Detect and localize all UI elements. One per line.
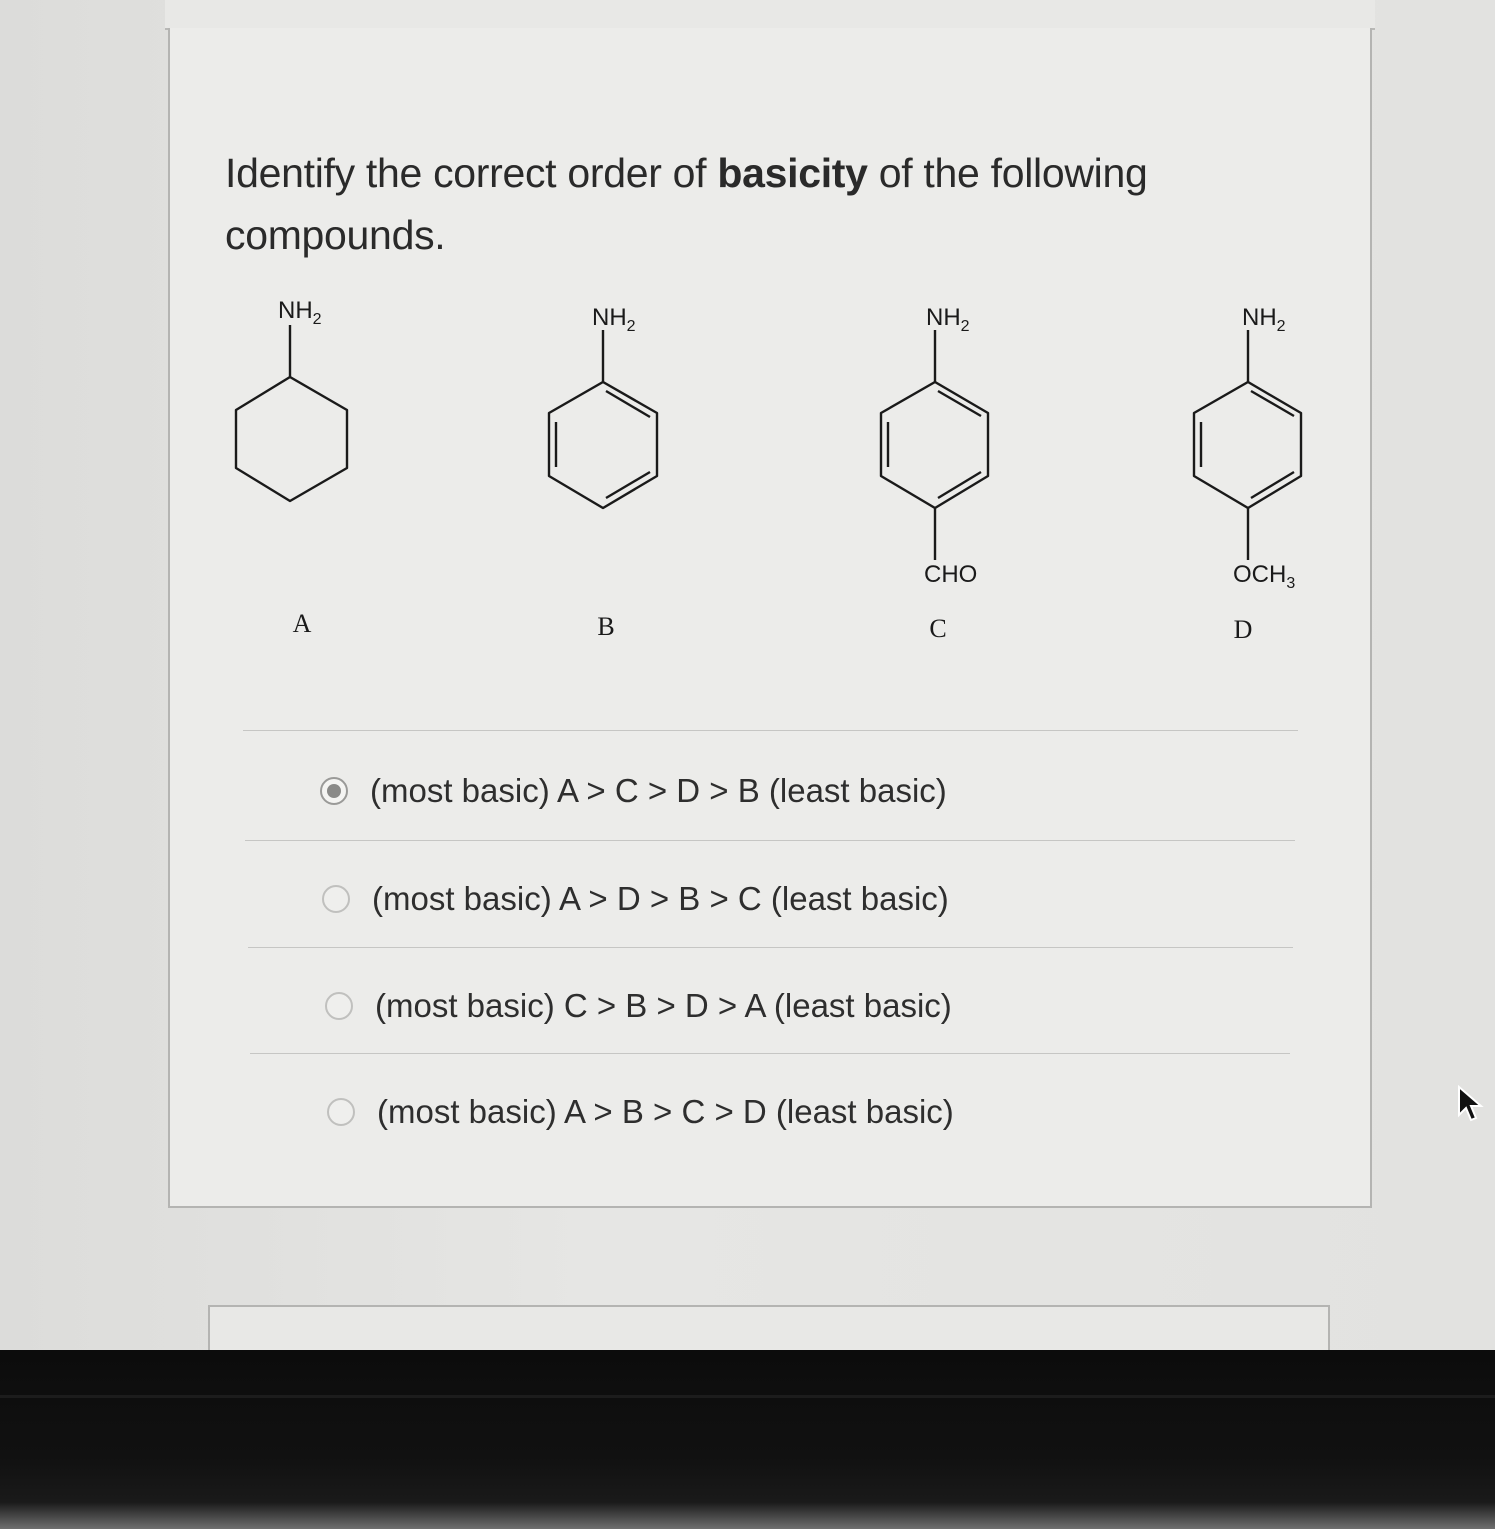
compound-d-label: D: [1233, 615, 1253, 644]
monitor-bezel: [0, 1350, 1495, 1529]
compound-a-top-group: $NH_2$: [278, 297, 322, 328]
compound-b-label: B: [597, 612, 615, 641]
radio-button-selected[interactable]: [320, 777, 348, 805]
compound-a-structure: [236, 325, 347, 501]
options-divider: [248, 947, 1293, 948]
radio-button[interactable]: [325, 992, 353, 1020]
answer-option-3[interactable]: [325, 987, 952, 1025]
answer-option-4[interactable]: [327, 1093, 954, 1131]
compound-a-label: A: [292, 609, 312, 638]
answer-option-label: (most basic) A > D > B > C (least basic): [372, 880, 949, 917]
question-emphasis: basicity: [717, 150, 868, 196]
options-divider: [245, 840, 1295, 841]
question-prefix: Identify the correct order of: [225, 150, 718, 196]
compound-b-top-group: $NH_2$: [592, 304, 636, 335]
compound-c-structure: [881, 330, 988, 560]
radio-button[interactable]: [322, 885, 350, 913]
question-text: [225, 142, 1225, 266]
answer-option-label: (most basic) C > B > D > A (least basic): [375, 987, 952, 1024]
options-divider-top: [243, 730, 1298, 731]
compound-d-bottom-group: $OCH_3$: [1233, 561, 1296, 592]
radio-button[interactable]: [327, 1098, 355, 1126]
compound-d-top-group: $NH_2$: [1242, 304, 1286, 335]
compound-b-structure: [549, 330, 657, 508]
answer-option-label: (most basic) A > B > C > D (least basic): [377, 1093, 954, 1130]
compound-d-structure: [1194, 330, 1301, 560]
answer-option-2[interactable]: [322, 880, 949, 918]
compound-c-top-group: $NH_2$: [926, 304, 970, 335]
answer-option-label: (most basic) A > C > D > B (least basic): [370, 772, 947, 809]
question-suffix: of the following compounds.: [225, 150, 1148, 258]
previous-card-edge: [165, 0, 1375, 30]
mouse-cursor-icon: [1457, 1085, 1485, 1125]
compound-c-bottom-group: CHO: [924, 561, 978, 588]
answer-option-1[interactable]: [320, 772, 947, 810]
compound-structures: [200, 285, 1350, 665]
options-divider: [250, 1053, 1290, 1054]
compound-c-label: C: [929, 614, 947, 643]
bezel-edge: [0, 1395, 1495, 1398]
